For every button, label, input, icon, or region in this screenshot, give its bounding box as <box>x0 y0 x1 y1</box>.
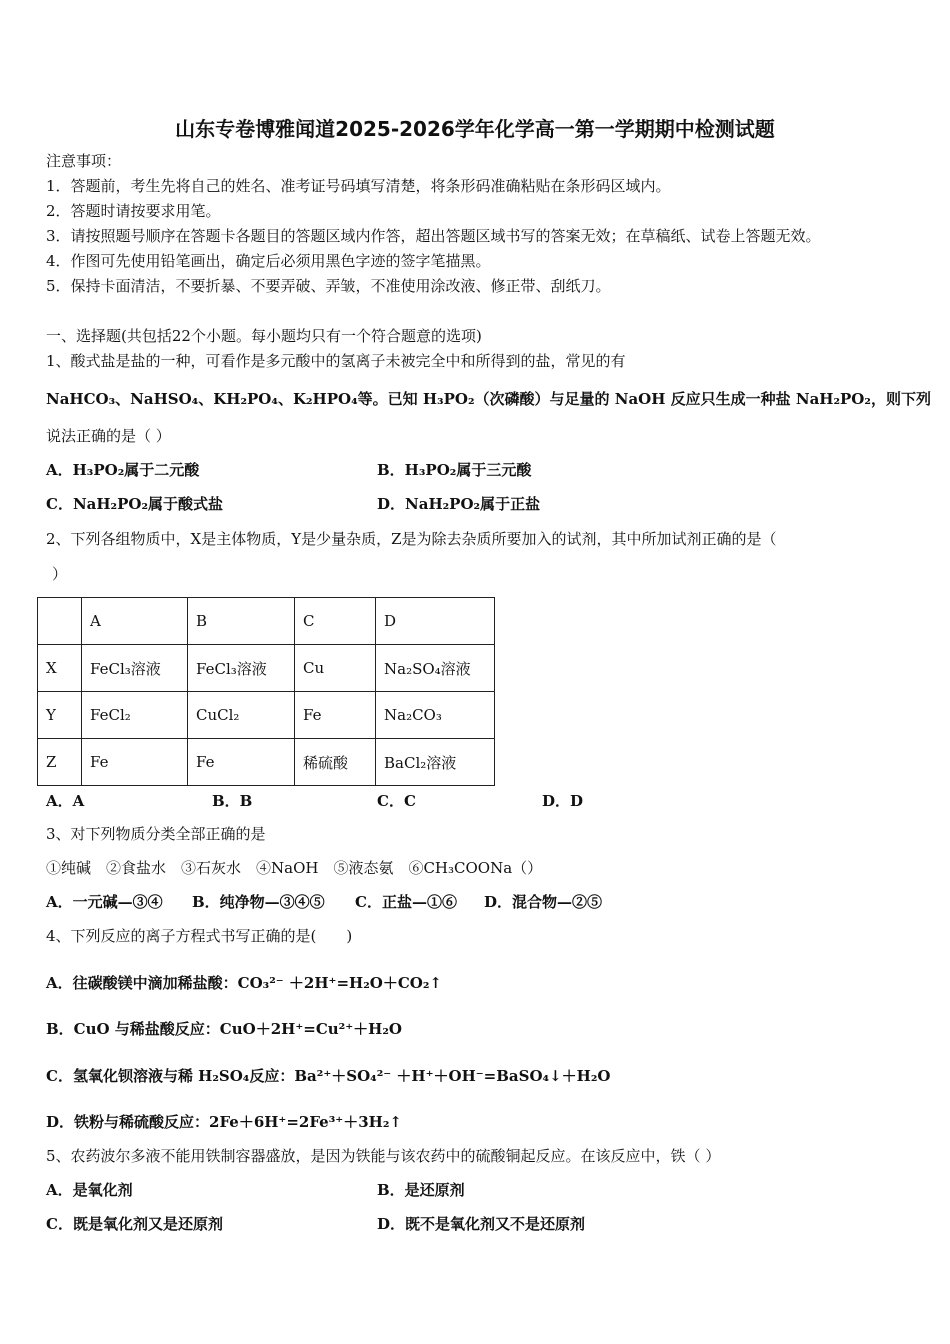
cell: Y <box>38 692 82 739</box>
q2-option-d: D．D <box>542 792 584 810</box>
q1-option-c: C．NaH₂PO₂属于酸式盐 <box>46 495 224 513</box>
note-item: 4．作图可先使用铅笔画出，确定后必须用黑色字迹的签字笔描黑。 <box>46 252 491 270</box>
cell: C <box>295 598 376 645</box>
cell: CuCl₂ <box>188 692 295 739</box>
cell <box>38 598 82 645</box>
cell: FeCl₃溶液 <box>82 645 188 692</box>
page-title: 山东专卷博雅闻道2025-2026学年化学高一第一学期期中检测试题 <box>175 117 775 141</box>
q4-option-a: A．往碳酸镁中滴加稀盐酸：CO₃²⁻ ＋2H⁺=H₂O＋CO₂↑ <box>46 974 442 992</box>
cell: 稀硫酸 <box>295 739 376 786</box>
cell: Na₂CO₃ <box>376 692 495 739</box>
q1-stem: 说法正确的是（ ） <box>46 427 171 445</box>
note-item: 2．答题时请按要求用笔。 <box>46 202 221 220</box>
cell: B <box>188 598 295 645</box>
cell: X <box>38 645 82 692</box>
q2-stem: 2、下列各组物质中，X是主体物质，Y是少量杂质，Z是为除去杂质所要加入的试剂，其中所加试剂正确的是（ <box>46 530 777 548</box>
q3-option-c: C．正盐—①⑥ <box>355 893 457 911</box>
notes-heading: 注意事项： <box>46 152 122 170</box>
cell: FeCl₃溶液 <box>188 645 295 692</box>
q5-stem: 5、农药波尔多液不能用铁制容器盛放，是因为铁能与该农药中的硫酸铜起反应。在该反应中，铁（ ） <box>46 1147 721 1165</box>
q2-table <box>37 597 495 786</box>
q3-stem: 3、对下列物质分类全部正确的是 <box>46 825 266 843</box>
note-item: 5．保持卡面清洁，不要折暴、不要弄破、弄皱，不准使用涂改液、修正带、刮纸刀。 <box>46 277 611 295</box>
cell: Fe <box>188 739 295 786</box>
cell: FeCl₂ <box>82 692 188 739</box>
q5-option-a: A．是氧化剂 <box>46 1181 133 1199</box>
q2-option-a: A．A <box>46 792 85 810</box>
q3-option-d: D．混合物—②⑤ <box>484 893 603 911</box>
q4-option-d: D．铁粉与稀硫酸反应：2Fe＋6H⁺=2Fe³⁺＋3H₂↑ <box>46 1113 402 1131</box>
q4-stem: 4、下列反应的离子方程式书写正确的是( ) <box>46 927 353 945</box>
q5-option-b: B．是还原剂 <box>377 1181 465 1199</box>
q4-option-c: C．氢氧化钡溶液与稀 H₂SO₄反应：Ba²⁺＋SO₄²⁻ ＋H⁺＋OH⁻=BaSO₄↓＋H₂O <box>46 1067 611 1085</box>
cell: Z <box>38 739 82 786</box>
q2-option-c: C．C <box>377 792 416 810</box>
q2-option-b: B．B <box>212 792 253 810</box>
q1-option-b: B．H₃PO₂属于三元酸 <box>377 461 532 479</box>
q2-stem: ） <box>52 565 68 583</box>
cell: D <box>376 598 495 645</box>
q3-option-b: B．纯净物—③④⑤ <box>192 893 325 911</box>
q3-stem: ①纯碱 ②食盐水 ③石灰水 ④NaOH ⑤液态氨 ⑥CH₃COONa（） <box>46 859 543 877</box>
cell: BaCl₂溶液 <box>376 739 495 786</box>
cell: Fe <box>295 692 376 739</box>
cell: A <box>82 598 188 645</box>
cell: Na₂SO₄溶液 <box>376 645 495 692</box>
q1-stem: NaHCO₃、NaHSO₄、KH₂PO₄、K₂HPO₄等。已知 H₃PO₂（次磷酸）与足量的 NaOH 反应只生成一种盐 NaH₂PO₂，则下列 <box>46 390 931 408</box>
section-heading: 一、选择题(共包括22个小题。每小题均只有一个符合题意的选项) <box>46 327 482 345</box>
q1-option-d: D．NaH₂PO₂属于正盐 <box>377 495 541 513</box>
q1-option-a: A．H₃PO₂属于二元酸 <box>46 461 200 479</box>
q5-option-d: D．既不是氧化剂又不是还原剂 <box>377 1215 586 1233</box>
cell: Fe <box>82 739 188 786</box>
q4-option-b: B．CuO 与稀盐酸反应：CuO＋2H⁺=Cu²⁺＋H₂O <box>46 1020 402 1038</box>
note-item: 3．请按照题号顺序在答题卡各题目的答题区域内作答，超出答题区域书写的答案无效；在草稿纸、试卷上答题无效。 <box>46 227 821 245</box>
q1-stem: 1、酸式盐是盐的一种，可看作是多元酸中的氢离子未被完全中和所得到的盐，常见的有 <box>46 352 626 370</box>
q3-option-a: A．一元碱—③④ <box>46 893 163 911</box>
cell: Cu <box>295 645 376 692</box>
note-item: 1．答题前，考生先将自己的姓名、准考证号码填写清楚，将条形码准确粘贴在条形码区域内。 <box>46 177 671 195</box>
q5-option-c: C．既是氧化剂又是还原剂 <box>46 1215 223 1233</box>
